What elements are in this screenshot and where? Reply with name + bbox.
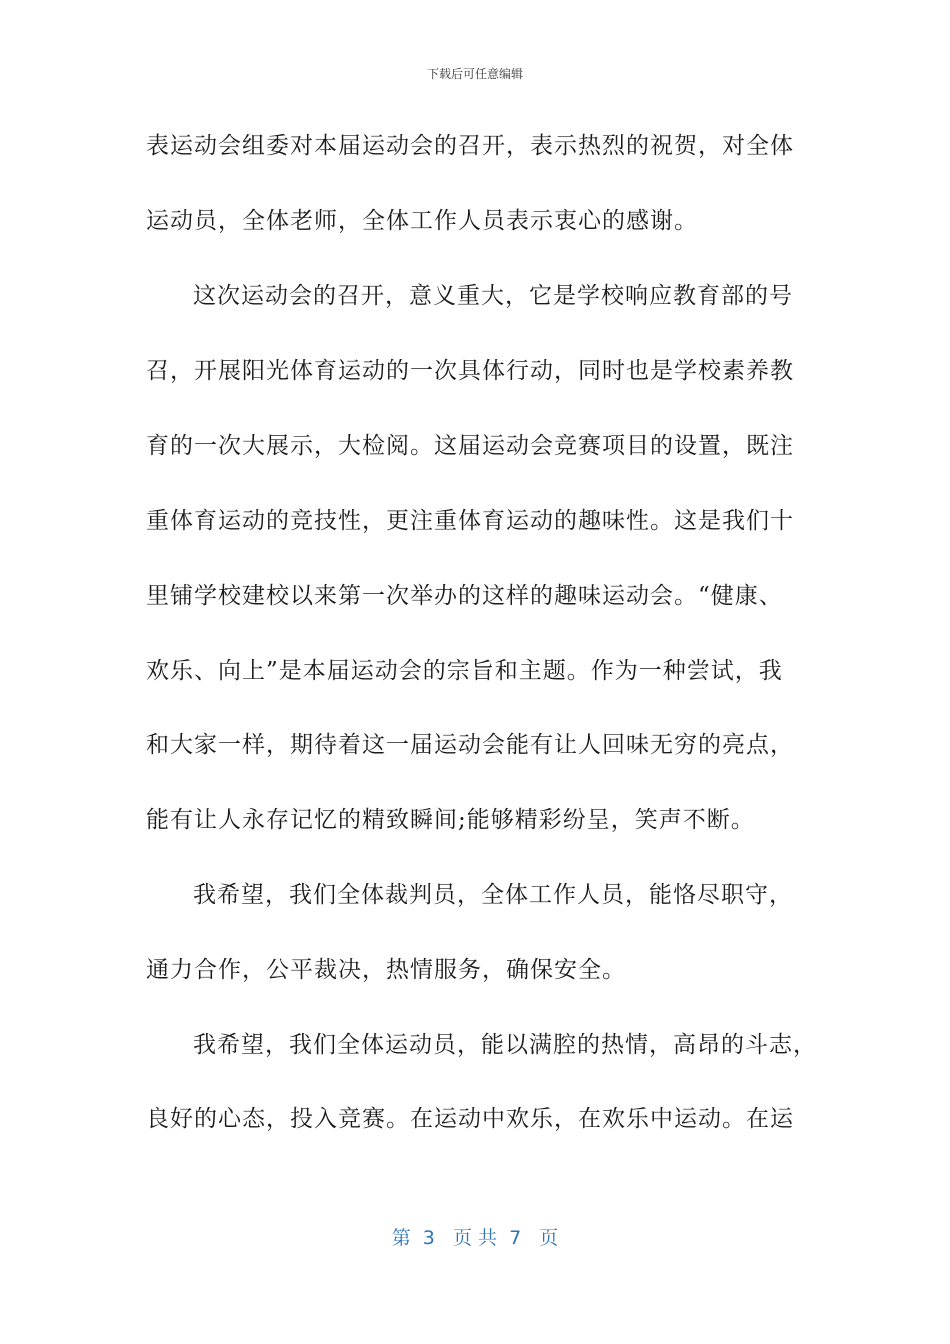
text-line: 我希望，我们全体运动员，能以满腔的热情，高昂的斗志， <box>193 1032 817 1058</box>
text-line: 表运动会组委对本届运动会的召开，表示热烈的祝贺，对全体 <box>146 133 794 159</box>
text-line: 能有让人永存记忆的精致瞬间;能够精彩纷呈，笑声不断。 <box>146 807 755 833</box>
text-line: 召，开展阳光体育运动的一次具体行动，同时也是学校素养教 <box>146 358 794 384</box>
page-header: 下载后可任意编辑 <box>426 67 523 81</box>
text-line: 育的一次大展示，大检阅。这届运动会竞赛项目的设置，既注 <box>146 433 794 459</box>
text-line: 和大家一样，期待着这一届运动会能有让人回味无穷的亮点， <box>146 732 794 758</box>
text-line: 这次运动会的召开，意义重大，它是学校响应教育部的号 <box>193 283 793 309</box>
text-line: 良好的心态，投入竞赛。在运动中欢乐，在欢乐中运动。在运 <box>146 1106 794 1132</box>
page-number: 第 3 页 共 7 页 <box>391 1227 559 1249</box>
text-line: 通力合作，公平裁决，热情服务，确保安全。 <box>146 957 626 983</box>
text-line: 运动员，全体老师，全体工作人员表示衷心的感谢。 <box>146 208 698 234</box>
text-line: 里铺学校建校以来第一次举办的这样的趣味运动会。“健康、 <box>146 583 783 609</box>
text-line: 重体育运动的竞技性，更注重体育运动的趣味性。这是我们十 <box>146 508 794 534</box>
text-line: 我希望，我们全体裁判员，全体工作人员，能恪尽职守， <box>193 882 793 908</box>
text-line: 欢乐、向上”是本届运动会的宗旨和主题。作为一种尝试，我 <box>146 658 783 684</box>
